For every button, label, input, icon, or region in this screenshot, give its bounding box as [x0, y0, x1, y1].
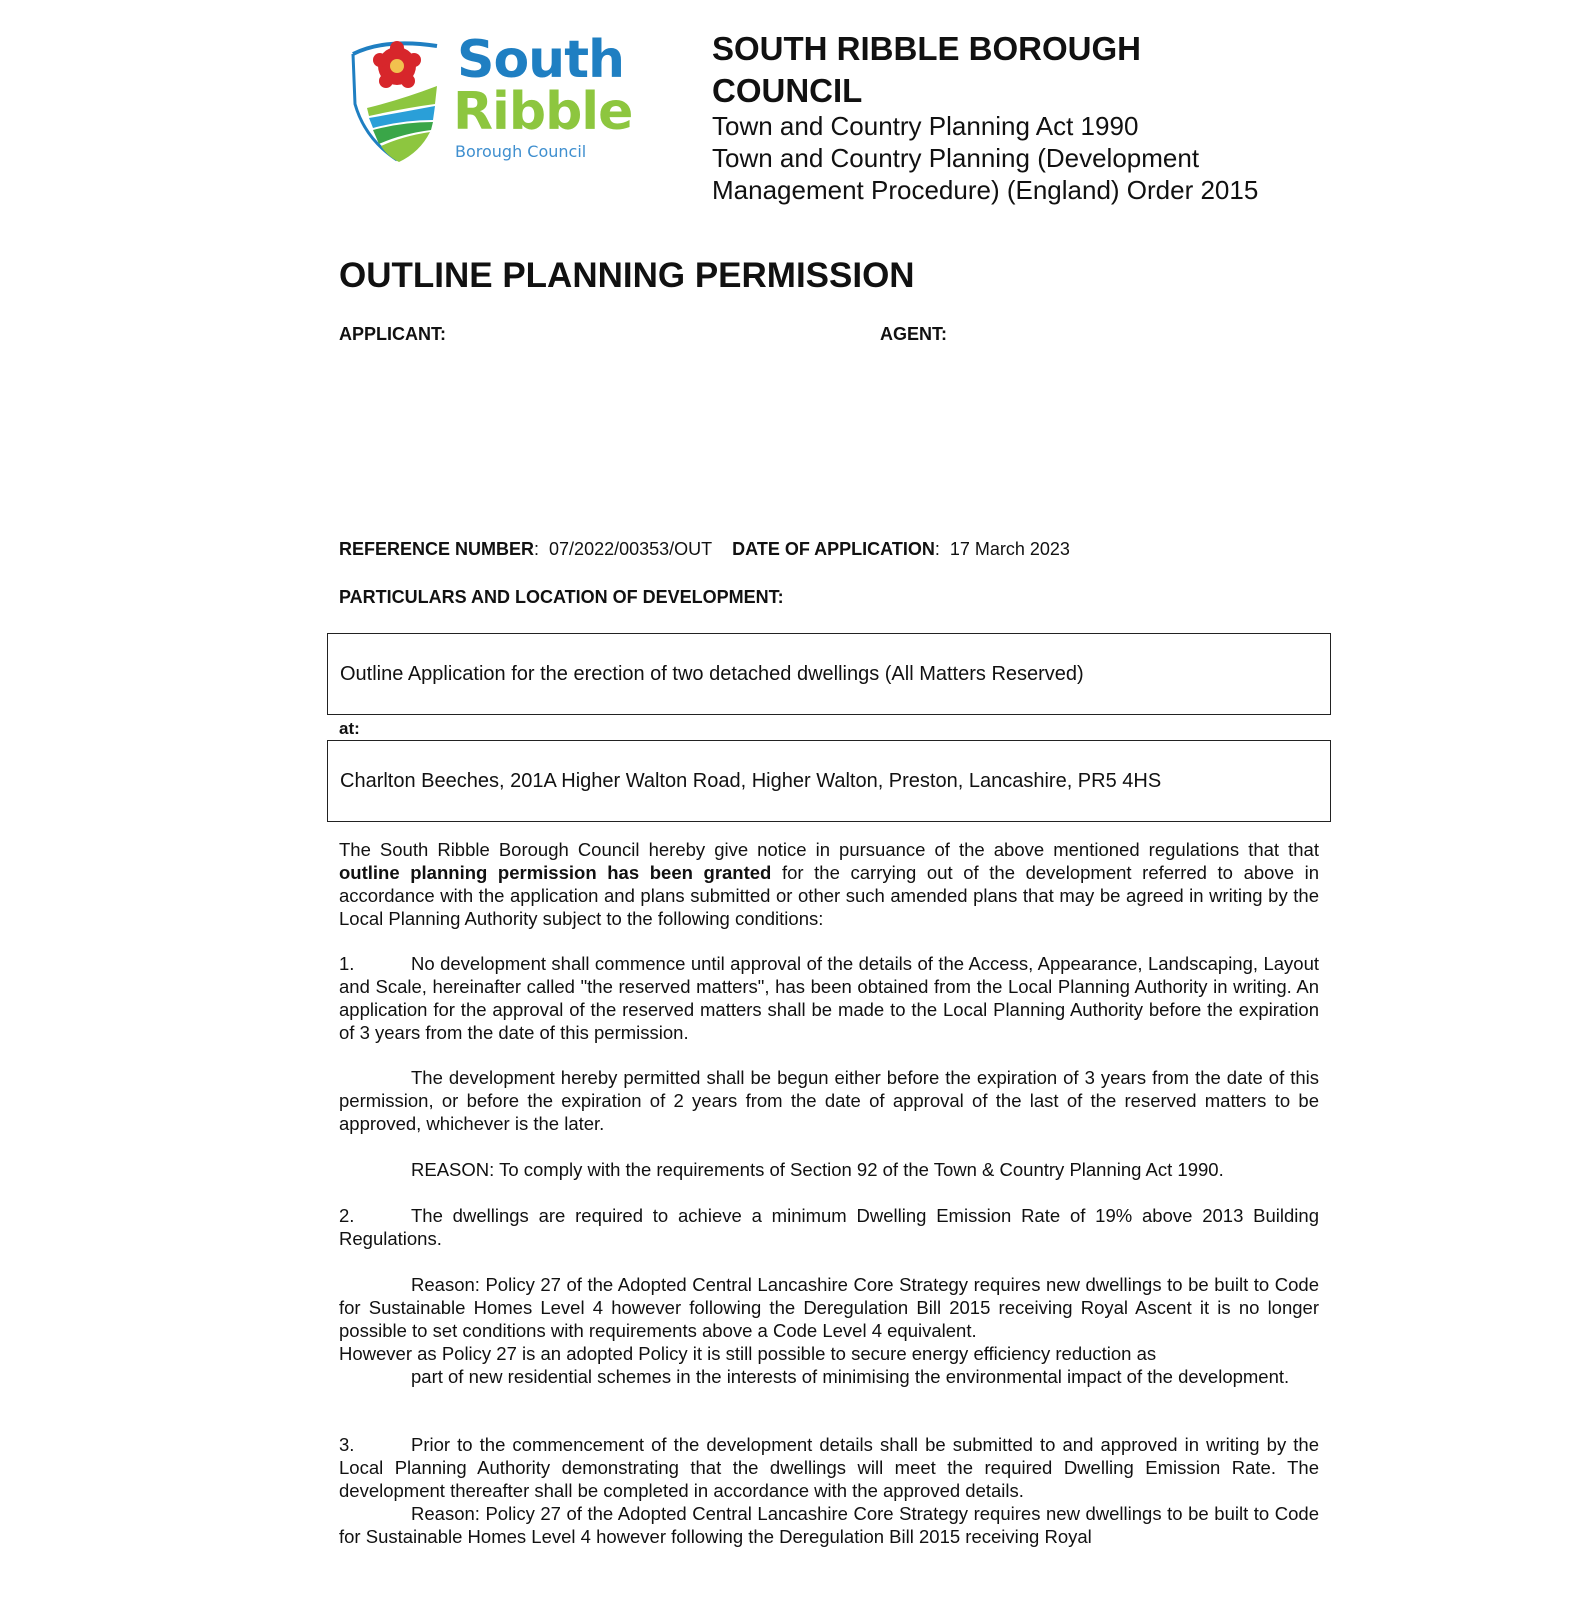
condition-number: 3.: [339, 1434, 355, 1455]
shield-rose-icon: [345, 34, 445, 164]
notice-text-after: for the carrying out of the development referred to above in accordance with the application and plans submitted or other such amended plans that may be agreed in writing by the Local Planning Authority subject to the following conditions:: [339, 862, 1319, 929]
act-line-1: Town and Country Planning Act 1990: [712, 111, 1139, 141]
condition-1: [339, 952, 1319, 1044]
condition-3: [339, 1433, 1319, 1502]
particulars-label: PARTICULARS AND LOCATION OF DEVELOPMENT:: [339, 587, 784, 607]
condition-3-reason: Reason: Policy 27 of the Adopted Central Lancashire Core Strategy requires new dwellings to be built to Code for Sustainable Homes Level 4 however following the Deregulation Bill 2015 receiving Royal: [339, 1503, 1319, 1547]
condition-2-reason-end: part of new residential schemes in the interests of minimising the environmental impact of the development.: [411, 1366, 1290, 1387]
council-name: SOUTH RIBBLE BOROUGH COUNCIL: [712, 30, 1141, 109]
condition-1-reason: REASON: To comply with the requirements of Section 92 of the Town & Country Planning Act 1990.: [411, 1159, 1224, 1180]
date-label: DATE OF APPLICATION: [732, 539, 935, 559]
legislation-references: [712, 110, 1332, 206]
condition-2-reason: Reason: Policy 27 of the Adopted Central Lancashire Core Strategy requires new dwellings to be built to Code for Sustainable Homes Level 4 however following the Deregulation Bill 2015 receiving Royal Ascent it is no longer possible to set conditions with requirements above a Code Level 4 equivalent.: [339, 1274, 1319, 1341]
site-address-box: [327, 740, 1331, 822]
agent-label: AGENT:: [880, 324, 947, 344]
reference-label: REFERENCE NUMBER: [339, 539, 535, 559]
notice-paragraph: [339, 838, 1319, 930]
at-label: at:: [339, 719, 360, 738]
notice-granted-text: outline planning permission has been granted: [339, 862, 772, 883]
reference-value: 07/2022/00353/OUT: [549, 539, 713, 559]
act-line-2: Town and Country Planning (Development Management Procedure) (England) Order 2015: [712, 143, 1259, 205]
site-address: Charlton Beeches, 201A Higher Walton Road, Higher Walton, Preston, Lancashire, PR5 4HS: [340, 769, 1162, 792]
notice-text-before: The South Ribble Borough Council hereby give notice in pursuance of the above mentioned regulations that that: [339, 839, 1319, 860]
document-title: OUTLINE PLANNING PERMISSION: [339, 256, 915, 295]
development-description: Outline Application for the erection of two detached dwellings (All Matters Reserved): [340, 662, 1084, 685]
logo-text-south: South: [457, 30, 625, 90]
logo-text-borough-council: Borough Council: [455, 142, 587, 161]
applicant-label: APPLICANT:: [339, 324, 446, 344]
reference-line: REFERENCE NUMBER: 07/2022/00353/OUT DATE OF APPLICATION: 17 March 2023: [339, 539, 1070, 559]
condition-number: 2.: [339, 1205, 355, 1226]
condition-text: The dwellings are required to achieve a minimum Dwelling Emission Rate of 19% above 2013 Building Regulations.: [339, 1205, 1319, 1249]
condition-text: Prior to the commencement of the development details shall be submitted to and approved in writing by the Local Planning Authority demonstrating that the dwellings will meet the required Dwelling Emission Rate. The development thereafter shall be completed in accordance with the approved details.: [339, 1434, 1319, 1501]
council-logo: [345, 30, 645, 170]
condition-1-commencement: The development hereby permitted shall be begun either before the expiration of 3 years from the date of this permission, or before the expiration of 2 years from the date of approval of the last of the reserved matters to be approved, whichever is the later.: [339, 1067, 1319, 1134]
date-value: 17 March 2023: [949, 539, 1070, 559]
logo-text-ribble: Ribble: [453, 82, 633, 142]
condition-2-reason-cont: However as Policy 27 is an adopted Policy it is still possible to secure energy efficiency reduction as: [339, 1343, 1157, 1364]
condition-text: No development shall commence until approval of the details of the Access, Appearance, Landscaping, Layout and Scale, hereinafter called "the reserved matters", has been obtained from the Local Planning Authority in writing. An application for the approval of the reserved matters shall be made to the Local Planning Authority before the expiration of 3 years from the date of this permission.: [339, 953, 1319, 1043]
condition-2: [339, 1204, 1319, 1250]
development-description-box: [327, 633, 1331, 715]
condition-number: 1.: [339, 953, 355, 974]
